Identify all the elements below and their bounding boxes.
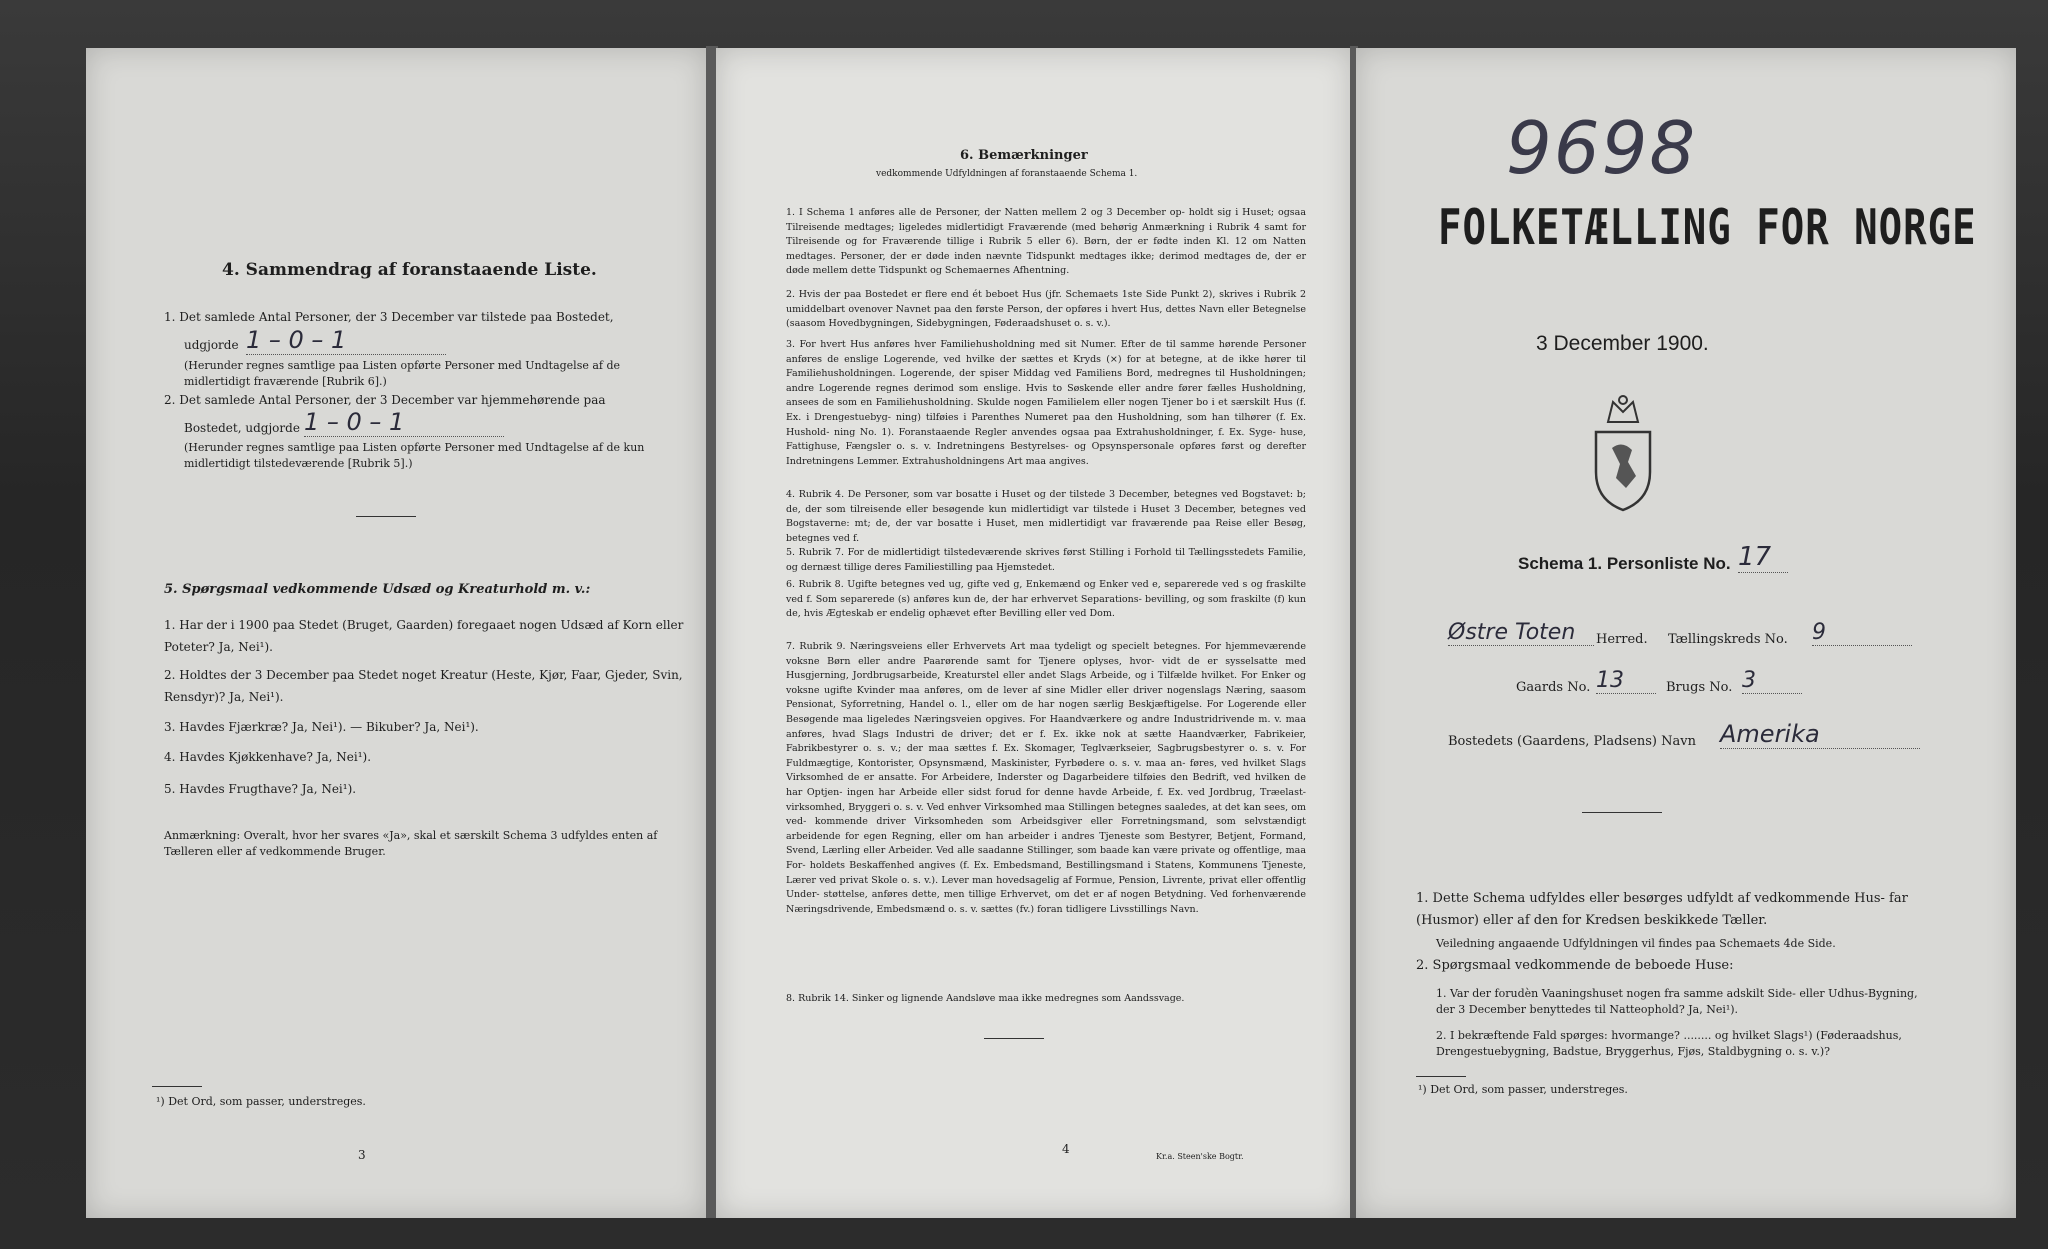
note-8: 8. Rubrik 14. Sinker og lignende Aandsløve maa ikke medregnes som Aandssvage. xyxy=(786,993,1185,1004)
schema-number: 17 xyxy=(1738,542,1788,573)
footnote: ¹) Det Ord, som passer, understreges. xyxy=(156,1095,366,1108)
section-4-title: 4. Sammendrag af foranstaaende Liste. xyxy=(222,260,597,280)
printer-mark: Kr.a. Steen'ske Bogtr. xyxy=(1156,1152,1244,1161)
instruction-1-sub: Veiledning angaaende Udfyldningen vil findes paa Schemaets 4de Side. xyxy=(1436,937,1836,950)
remarks-title: 6. Bemærkninger xyxy=(960,148,1088,163)
kreds-label: Tællingskreds No. xyxy=(1668,632,1788,647)
question-2: 2. Holdtes der 3 December paa Stedet noget Kreatur (Heste, Kjør, Faar, Gjeder, Svin, Rensdyr)? Ja, Nei¹). xyxy=(164,668,683,704)
summary-item-2: 2. Det samlede Antal Personer, der 3 December var hjemmehørende paa xyxy=(164,393,606,407)
divider xyxy=(984,1038,1044,1039)
summary-item-2-label: Bostedet, udgjorde xyxy=(184,421,300,435)
bosted-label: Bostedets (Gaardens, Pladsens) Navn xyxy=(1448,734,1696,749)
herred-label: Herred. xyxy=(1596,632,1648,647)
archive-number: 9698 xyxy=(1506,106,1698,190)
page-number: 4 xyxy=(1062,1142,1070,1156)
summary-item-2-value: 1 – 0 – 1 xyxy=(304,408,504,437)
page-4 xyxy=(716,48,1352,1218)
gaards-value: 13 xyxy=(1596,668,1656,694)
page-number: 3 xyxy=(358,1148,366,1162)
note-7: 7. Rubrik 9. Næringsveiens eller Erhvervets Art maa tydeligt og specielt betegnes. For hjemmeværende voksne Børn eller andre Paarørende samt for Tjenere oplyses, hvor- vidt de er sysselsatte med Husgjerning, Jordbrugsarbeide, Kreaturstel eller andet Slags Arbeide, og i Tilfælde hvilket. For Enker og voksne ugifte Kvinder maa anføres, om de lever af sine Midler eller driver nogenslags Næring, saasom Pensionat, Syforretning, Handel o. l., eller om de har nogen særlig Beskjæftigelse. For Logerende eller Besøgende maa ligeledes Næringsveien opgives. For Haandværkere og andre Industridrivende m. v. maa anføres, hvad Slags Industri de driver; det er f. Ex. ikke nok at sætte Haandværker, Fabrikeier, Fabrikbestyrer o. s. v.; der maa sættes f. Ex. Skomager, Teglværkseier, Sagbrugsbestyrer o. s. v. For Fuldmægtige, Kontorister, Opsynsmænd, Maskinister, Fyrbødere o. s. v. maa an- føres, ved hvilket Slags Virksomhed de er ansatte. For Arbeidere, Inderster og Dagarbeidere tilføies den Bedrift, ved hvilken de har Optjen- ingen har Arbeide eller sidst forud for denne havde Arbeide, f. Ex. ved Jordbrug, Træelast- virksomhed, Bryggeri o. s. v. Ved enhver Virksomhed maa Stillingen betegnes saaledes, at det kan sees, om ved- kommende driver Virksomheden som Arbeidsgiver eller Forretningsmand, som selvstændigt arbeidende for egen Regning, eller om han arbeider i andres Tjeneste som Bestyrer, Betjent, Formand, Svend, Lærling eller Arbeider. Ved alle saadanne Stillinger, som baade kan være private og offentlige, maa For- holdets Beskaffenhed angives (f. Ex. Embedsmand, Bestillingsmand i Statens, Kommunens Tjeneste, Lærer ved privat Skole o. s. v.). Lever man hovedsagelig af Formue, Pension, Livrente, privat eller offentlig Under- støttelse, anføres dette, men tillige Erhvervet, om det er af nogen Betydning. Ved forhenværende Næringsdrivende, Embedsmænd o. s. v. sættes (fv.) foran tidligere Livsstillings Navn. xyxy=(786,641,1306,915)
instruction-2: 2. Spørgsmaal vedkommende de beboede Huse: xyxy=(1416,958,1734,973)
herred-value: Østre Toten xyxy=(1448,620,1594,646)
footnote-rule xyxy=(152,1086,202,1087)
question-5: 5. Havdes Frugthave? Ja, Nei¹). xyxy=(164,782,357,796)
footnote: ¹) Det Ord, som passer, understreges. xyxy=(1418,1083,1628,1096)
divider xyxy=(1582,812,1662,813)
summary-item-1: 1. Det samlede Antal Personer, der 3 December var tilstede paa Bostedet, xyxy=(164,310,614,324)
instruction-2-1: 1. Var der forudèn Vaaningshuset nogen fra samme adskilt Side- eller Udhus-Bygning, der 3 December benyttedes til Natteophold? Ja, Nei¹). xyxy=(1436,987,1918,1017)
instruction-2-2: 2. I bekræftende Fald spørges: hvormange? ........ og hvilket Slags¹) (Føderaadshus, Drengestuebygning, Badstue, Bryggerhus, Fjøs, Staldbygning o. s. v.)? xyxy=(1436,1029,1902,1059)
summary-item-1-label: udgjorde xyxy=(184,338,239,352)
note-3: 3. For hvert Hus anføres hver Familiehusholdning med sit Numer. Efter de til samme hørende Personer anføres de enslige Logerende, ved hvilke der sættes et Kryds (×) for at betegne, at de ikke hører til Familiehusholdningen. Logerende, der spiser Middag ved Familiens Bord, medregnes til Husholdningen; andre Logerende regnes derimod som enslige. Hvis to Søskende eller andre fører fælles Husholdning, ansees de som en Familiehusholdning. Skulde nogen Familielem eller nogen Tjener bo i et særskilt Hus (f. Ex. i Drengestuebyg- ning) tilføies i Parenthes Numeret paa den Husholdning, som han tilhører (f. Ex. Hushold- ning No. 1). Foranstaaende Regler anvendes ogsaa paa Extrahusholdninger, f. Ex. Syge- huse, Fattighuse, Fængsler o. s. v. Indretningens Bestyrelses- og Opsynspersonale opføres først og derefter Indretningens Lemmer. Extrahusholdningens Art maa angives. xyxy=(786,339,1306,467)
instruction-1: 1. Dette Schema udfyldes eller besørges udfyldt af vedkommende Hus- far (Husmor) eller af den for Kredsen beskikkede Tæller. xyxy=(1416,891,1908,928)
question-3: 3. Havdes Fjærkræ? Ja, Nei¹). — Bikuber? Ja, Nei¹). xyxy=(164,720,479,734)
remark: Anmærkning: Overalt, hvor her svares «Ja», skal et særskilt Schema 3 udfyldes enten af Tælleren eller af vedkommende Bruger. xyxy=(164,829,658,859)
brugs-label: Brugs No. xyxy=(1666,680,1733,695)
bosted-value: Amerika xyxy=(1720,720,1920,749)
remarks-subtitle: vedkommende Udfyldningen af foranstaaende Schema 1. xyxy=(876,169,1138,179)
kreds-value: 9 xyxy=(1812,620,1912,646)
schema-label: Schema 1. Personliste No. xyxy=(1518,554,1731,573)
note-6: 6. Rubrik 8. Ugifte betegnes ved ug, gifte ved g, Enkemænd og Enker ved e, separerede ved s og fraskilte ved f. Som separerede (s) anføres kun de, der har erhvervet Separations- bevilling, og som fraskilte (f) kun de, hvis Ægteskab er endelig ophævet efter Bevilling eller ved Dom. xyxy=(786,579,1306,620)
question-1: 1. Har der i 1900 paa Stedet (Bruget, Gaarden) foregaaet nogen Udsæd af Korn eller Poteter? Ja, Nei¹). xyxy=(164,618,684,654)
note-5: 5. Rubrik 7. For de midlertidigt tilstedeværende skrives først Stilling i Forhold til Tællingsstedets Familie, og dernæst tillige deres Familiestilling paa Hjemstedet. xyxy=(786,547,1306,573)
page-1 xyxy=(1356,48,2016,1218)
page-3 xyxy=(86,48,706,1218)
section-5-title: 5. Spørgsmaal vedkommende Udsæd og Kreaturhold m. v.: xyxy=(164,582,591,597)
summary-item-1-value: 1 – 0 – 1 xyxy=(246,326,446,355)
divider xyxy=(356,516,416,517)
summary-item-2-note: (Herunder regnes samtlige paa Listen opførte Personer med Undtagelse af de kun midlertidigt tilstedeværende [Rubrik 5].) xyxy=(184,441,645,471)
coat-of-arms-icon xyxy=(1588,392,1658,514)
gaards-label: Gaards No. xyxy=(1516,680,1591,695)
summary-item-1-note: (Herunder regnes samtlige paa Listen opførte Personer med Undtagelse af de midlertidigt fraværende [Rubrik 6].) xyxy=(184,359,621,389)
brugs-value: 3 xyxy=(1742,668,1802,694)
note-1: 1. I Schema 1 anføres alle de Personer, der Natten mellem 2 og 3 December op- holdt sig i Huset; ogsaa Tilreisende medtages; ligeledes midlertidigt Fraværende (med behørig Anmærkning i Rubrik 4 samt for Tilreisende og for Fraværende tillige i Rubrik 5 eller 6). Børn, der er fødte inden Kl. 12 om Natten medtages. Personer, der er døde inden nævnte Tidspunkt medtages ikke; derimod medtages de, der er døde mellem dette Tidspunkt og Schemaernes Afhentning. xyxy=(786,207,1306,277)
census-date: 3 December 1900. xyxy=(1536,332,1709,355)
census-title: FOLKETÆLLING FOR NORGE xyxy=(1438,200,1977,257)
question-4: 4. Havdes Kjøkkenhave? Ja, Nei¹). xyxy=(164,750,372,764)
footnote-rule xyxy=(1416,1076,1466,1077)
note-4: 4. Rubrik 4. De Personer, som var bosatte i Huset og der tilstede 3 December, betegnes ved Bogstavet: b; de, der som tilreisende eller besøgende kun midlertidigt var tilstede i Huset 3 December, betegnes ved Bogstaverne: mt; de, der var bosatte i Huset, men midlertidigt var fraværende paa Reise eller Besøg, betegnes ved f. xyxy=(786,489,1306,544)
note-2: 2. Hvis der paa Bostedet er flere end ét beboet Hus (jfr. Schemaets 1ste Side Punkt 2), skrives i Rubrik 2 umiddelbart ovenover Navnet paa den første Person, der opføres i hvert Hus, dettes Navn eller Betegnelse (saasom Hovedbygningen, Sidebygningen, Føderaadshuset o. s. v.). xyxy=(786,289,1306,330)
